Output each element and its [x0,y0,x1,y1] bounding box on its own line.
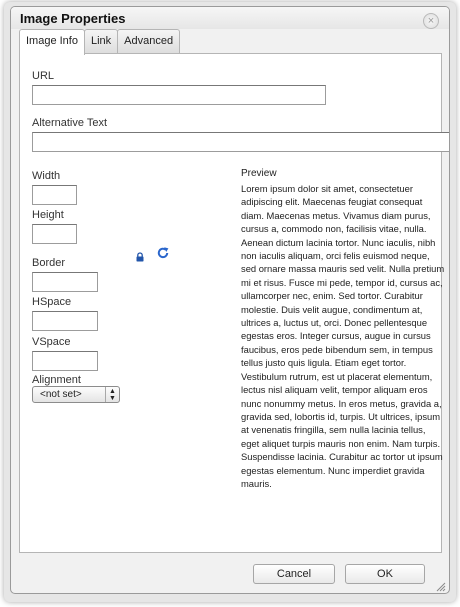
dialog-title: Image Properties [20,11,126,26]
cancel-button[interactable]: Cancel [253,564,335,584]
tab-bar [19,29,179,53]
reset-size-icon[interactable] [156,246,170,260]
ok-button[interactable]: OK [345,564,425,584]
width-label: Width [32,170,61,182]
border-label: Border [32,257,66,269]
tab-link[interactable]: Link [84,29,118,53]
chevron-updown-icon: ▲ ▼ [105,387,119,402]
border-input[interactable] [32,272,98,292]
height-label: Height [32,209,64,221]
image-properties-dialog [10,6,450,594]
dialog-footer [11,553,449,594]
hspace-label: HSpace [32,296,72,308]
resize-grip-icon[interactable] [436,582,446,592]
alignment-label: Alignment [32,374,81,386]
lock-icon[interactable] [135,252,145,262]
preview-label: Preview [241,168,277,179]
alignment-select[interactable] [32,386,120,403]
preview-text: Lorem ipsum dolor sit amet, consectetuer adipiscing elit. Maecenas feugiat consequat diam. Maecenas metus. Vivamus diam purus, cursus a, commodo non, facilisis vitae, nulla. Aenean dictum lacinia tortor. Nunc iaculis, nibh non iaculis aliquam, orci felis euismod neque, sed ornare massa mauris sed velit. Nulla pretium mi et risus. Fusce mi pede, tempor id, cursus ac, ullamcorper nec, enim. Sed tortor. Curabitur molestie. Duis velit augue, condimentum at, ultrices a, luctus ut, orci. Donec pellentesque egestas eros. Integer cursus, augue in cursus faucibus, eros pede bibendum sem, in tempus tellus justo quis ligula. Etiam eget tortor. Vestibulum rutrum, est ut placerat elementum, lectus nisl aliquam velit, tempor aliquam eros nunc nonummy metus. In eros metus, gravida a, gravida sed, lobortis id, turpis. Ut ultrices, ipsum at venenatis fringilla, sem nulla lacinia tellus, eget aliquet turpis mauris non enim. Nam turpis. Suspendisse lacinia. Curabitur ac tortor ut ipsum egestas elementum. Nunc imperdiet gravida mauris. [241,183,445,489]
url-label: URL [32,70,55,82]
alignment-value: <not set> [40,389,82,400]
hspace-input[interactable] [32,311,98,331]
alt-text-input[interactable] [32,132,450,152]
tab-image-info[interactable]: Image Info [19,29,85,55]
alt-text-label: Alternative Text [32,117,108,129]
dialog-titlebar[interactable] [11,7,449,29]
tab-advanced[interactable]: Advanced [117,29,180,53]
width-input[interactable] [32,185,77,205]
height-input[interactable] [32,224,77,244]
url-input[interactable] [32,85,326,105]
vspace-label: VSpace [32,336,71,348]
close-icon[interactable]: × [423,13,439,29]
image-info-panel [19,53,445,553]
vspace-input[interactable] [32,351,98,371]
